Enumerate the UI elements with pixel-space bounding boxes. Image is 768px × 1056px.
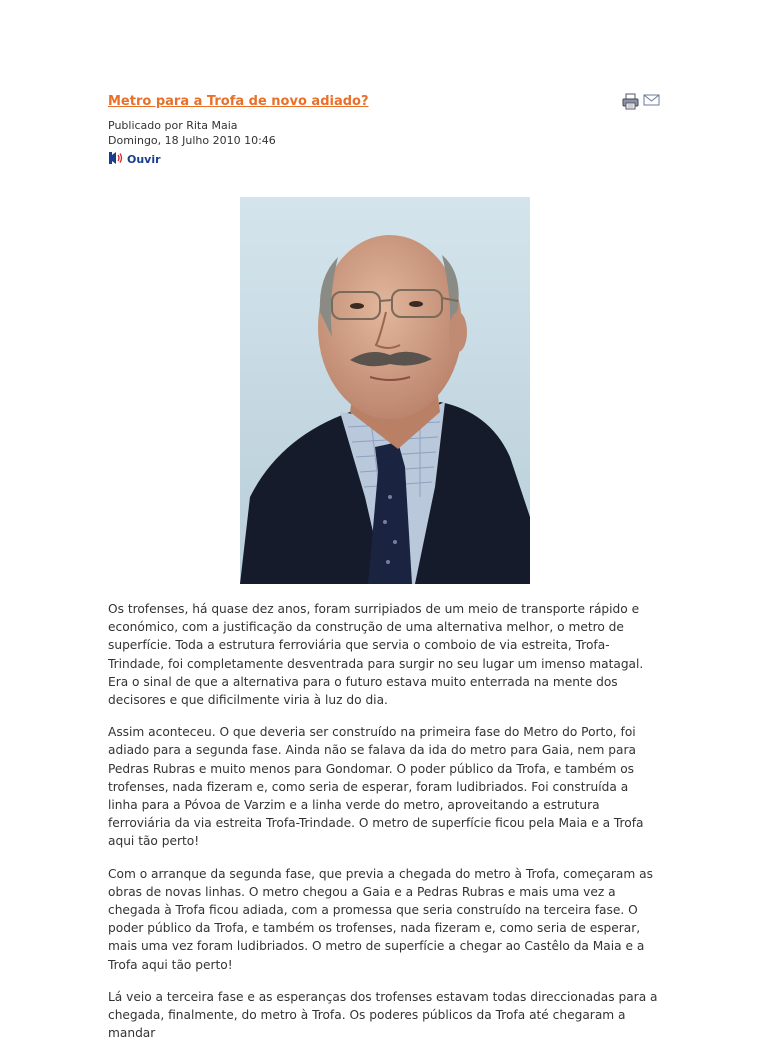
speaker-icon	[108, 151, 124, 168]
article-paragraph: Assim aconteceu. O que deveria ser construído na primeira fase do Metro do Porto, foi adiado para a segunda fase. Ainda não se falava da ida do metro para Gaia, nem para Pedras Rubras e muito menos para Gondomar. O poder público da Trofa, e também os trofenses, nada fizeram e, como seria de esperar, foram ludibriados. Foi construída a linha para a Póvoa de Varzim e a linha verde do metro, aproveitando a estrutura ferroviária da via estreita Trofa-Trindade. O metro de superfície ficou pela Maia e a Trofa aqui tão perto!	[108, 725, 644, 849]
listen-button[interactable]	[108, 151, 161, 168]
portrait-photo	[240, 197, 530, 584]
printer-icon[interactable]	[622, 93, 639, 110]
listen-label: Ouvir	[127, 153, 161, 166]
article-meta	[108, 118, 276, 148]
author-line: Publicado por Rita Maia	[108, 119, 238, 132]
article-title-link[interactable]: Metro para a Trofa de novo adiado?	[108, 94, 369, 109]
article-body	[108, 600, 660, 1056]
envelope-icon[interactable]	[643, 93, 660, 110]
article-paragraph: Lá veio a terceira fase e as esperanças dos trofenses estavam todas direccionadas para a chegada, finalmente, do metro à Trofa. Os poderes públicos da Trofa até chegaram a mandar	[108, 989, 658, 1041]
article-paragraph: Os trofenses, há quase dez anos, foram surripiados de um meio de transporte rápido e económico, com a justificação da construção de uma alternativa melhor, o metro de superfície. Toda a estrutura ferroviária que servia o comboio de via estreita, Trofa-Trindade, foi completamente desventrada para surgir no seu lugar um imenso matagal. Era o sinal de que a alternativa para o futuro estava muito enterrada na mente dos decisores e que dificilmente viria à luz do dia.	[108, 602, 644, 708]
date-line: Domingo, 18 Julho 2010 10:46	[108, 134, 276, 147]
article-tools	[622, 93, 660, 110]
article-paragraph: Com o arranque da segunda fase, que previa a chegada do metro à Trofa, começaram as obras de novas linhas. O metro chegou a Gaia e a Pedras Rubras e mais uma vez a chegada à Trofa ficou adiada, com a promessa que seria construído na terceira fase. O poder público da Trofa, e também os trofenses, nada fizeram e, como seria de esperar, mais uma vez foram ludibriados. O metro de superfície a chegar ao Castêlo da Maia e a Trofa aqui tão perto!	[108, 866, 653, 972]
